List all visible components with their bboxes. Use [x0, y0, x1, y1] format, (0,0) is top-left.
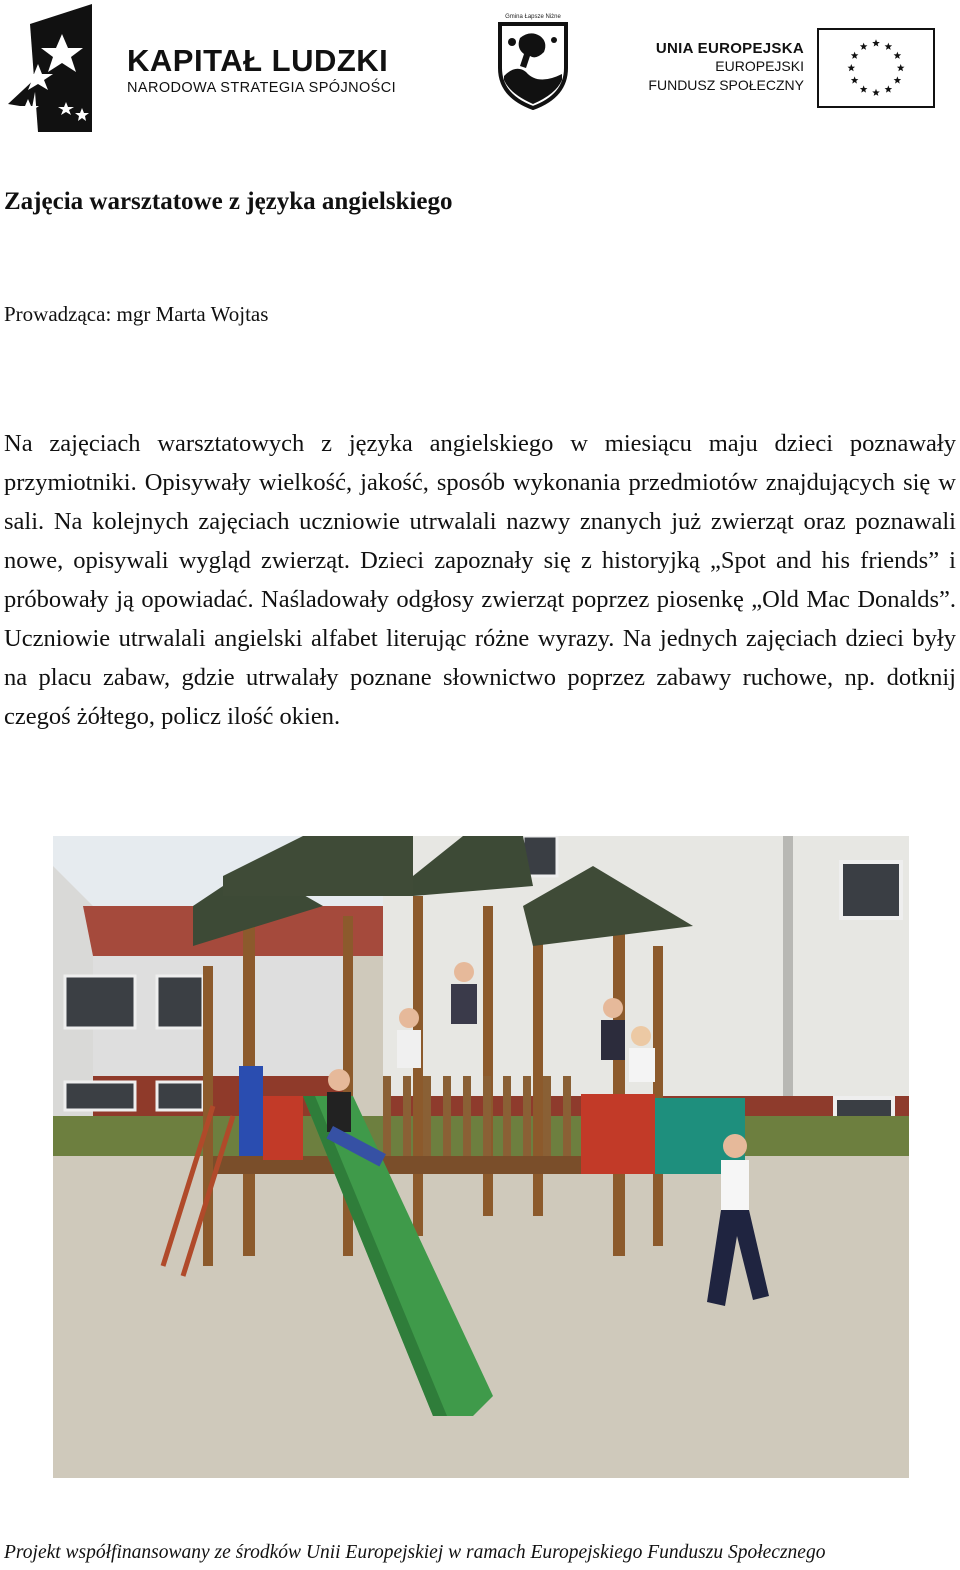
eu-star-icon — [872, 39, 880, 46]
eu-line3: FUNDUSZ SPOŁECZNY — [648, 77, 804, 93]
footer-note: Projekt współfinansowany ze środków Unii Europejskiej w ramach Europejskiego Funduszu Społecznego — [4, 1542, 826, 1563]
eu-text — [636, 40, 804, 95]
eu-star-icon — [872, 89, 880, 96]
page-header — [0, 0, 960, 140]
kapital-ludzki-text — [127, 44, 396, 96]
playground-photo — [53, 836, 909, 1478]
eu-star-icon — [897, 64, 905, 71]
logo-title: KAPITAŁ LUDZKI — [127, 43, 389, 78]
eu-star-icon — [894, 52, 902, 59]
logo-subtitle: NARODOWA STRATEGIA SPÓJNOŚCI — [127, 80, 397, 96]
eu-star-icon — [894, 76, 902, 83]
eu-star-icon — [860, 85, 868, 92]
instructor-line: Prowadząca: mgr Marta Wojtas — [4, 302, 269, 326]
eu-line1: UNIA EUROPEJSKA — [655, 40, 804, 57]
page-title: Zajęcia warsztatowe z języka angielskiego — [4, 188, 453, 215]
eu-flag-icon — [817, 28, 935, 108]
body-paragraph: Na zajęciach warsztatowych z języka angielskiego w miesiącu maju dzieci poznawały przymiotniki. Opisywały wielkość, jakość, sposób wykonania przedmiotów znajdujących się w sali. Na kolejnych zajęciach uczniowie utrwalali nazwy znanych już zwierząt oraz poznawali nowe, opisywali wygląd zwierząt. Dzieci zapoznały się z historyjką „Spot and his friends” i próbowały ją opowiadać. Naśladowały odgłosy zwierząt poprzez piosenkę „Old Mac Donalds”. Uczniowie utrwalali angielski alfabet literując różne wyrazy. Na jednych zajęciach dzieci były na placu zabaw, gdzie utrwalały poznane słownictwo poprzez zabawy ruchowe, np. dotknij czegoś żółtego, policz ilość okien. — [4, 430, 956, 730]
eu-star-icon — [848, 64, 856, 71]
playground-illustration — [53, 836, 909, 1478]
eu-star-icon — [885, 85, 893, 92]
eu-star-icon — [851, 52, 859, 59]
kapital-ludzki-logo — [8, 4, 98, 132]
eu-star-icon — [851, 76, 859, 83]
crest-label: Gmina Łapsze Niżne — [505, 14, 561, 20]
municipality-crest-icon — [496, 16, 570, 110]
eu-star-icon — [860, 43, 868, 50]
eu-line2: EUROPEJSKI — [715, 58, 804, 74]
eu-star-icon — [885, 43, 893, 50]
